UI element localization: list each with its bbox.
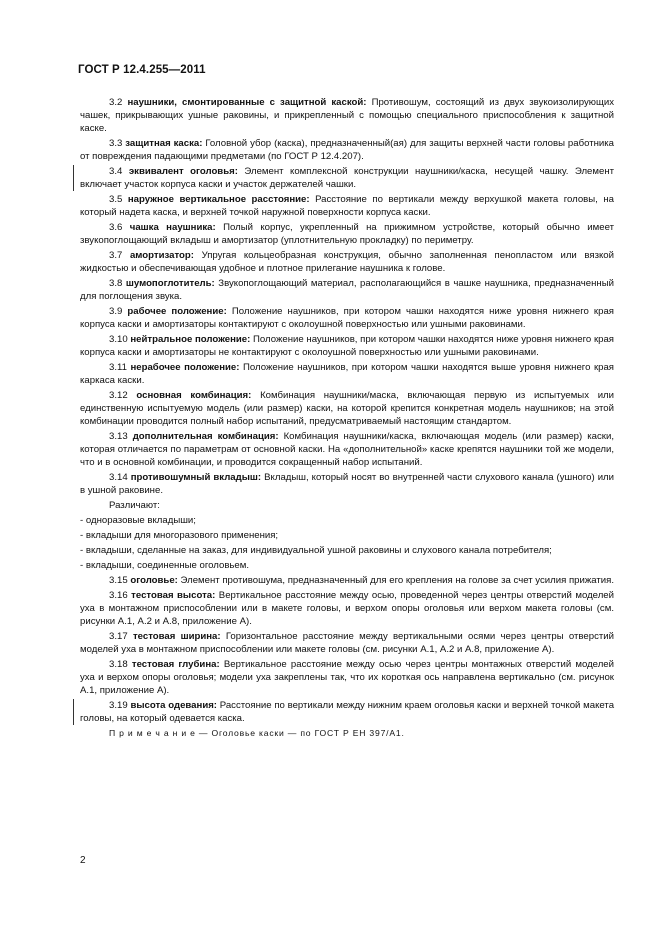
definition-number: 3.7 (109, 250, 123, 261)
distinguish-item: - вкладыши, сделанные на заказ, для индивидуальной ушной раковины и слухового канала потребителя; (80, 545, 552, 556)
definition-paragraph (80, 630, 614, 656)
definition-number: 3.2 (109, 97, 123, 108)
definition-paragraph (80, 305, 614, 331)
definition-text: Противошум, состоящий из двух звукоизолирующих чашек, прикрывающих ушные раковины, и прикрепленный с помощью специального приспособления к защитной каске. (80, 97, 615, 134)
definition-number: 3.18 (109, 659, 128, 670)
definition-text: Вертикальное расстояние между осью, проведенной через центры отверстий моделей уха в монтажном приспособлении или в макете головы, и верхом опоры оголовья или верхом макета головы (см. рисунки А.1, А.2 и А.8, приложение А). (80, 590, 614, 627)
definition-number: 3.15 (109, 575, 128, 586)
definition-text: Комбинация наушники/маска, включающая первую из испытуемых или единственную испытуемую модель (или размер) каски, на которой крепится конкретная модель наушников; на этой комбинации проводится полный набор испытаний, предусматриваемый настоящим стандартом. (80, 390, 615, 427)
definition-text: Вертикальное расстояние между осью через центры монтажных отверстий моделей уха и верхом опоры оголовья; модели уха закреплены так, что их короткая ось направлена вертикально (см. рисунок А.1, приложение А). (80, 659, 614, 696)
definition-paragraph (80, 137, 614, 163)
definition-number: 3.12 (109, 390, 128, 401)
definition-paragraph (80, 430, 614, 469)
definition-term: эквивалент оголовья: (128, 166, 238, 177)
definitions-list-2 (80, 574, 614, 725)
document-body (80, 96, 614, 742)
definition-paragraph (80, 574, 614, 587)
definition-paragraph (80, 249, 614, 275)
definition-number: 3.14 (109, 472, 128, 483)
definition-text: Элемент комплексной конструкции наушники/каска, несущей чашку. Элемент включает участок корпуса каски и участок держателей чашки. (80, 166, 615, 190)
definition-text: Головной убор (каска), предназначенный(ая) для защиты верхней части головы работника от повреждения падающими предметами (по ГОСТ Р 12.4.207). (80, 138, 615, 162)
definition-term: высота одевания: (130, 700, 218, 711)
distinguish-block (80, 499, 614, 572)
definition-text: Положение наушников, при котором чашки находятся ниже уровня нижнего края корпуса каски и амортизаторы не контактируют с околоушной поверхностью или ушными раковинами. (80, 334, 615, 358)
definition-number: 3.13 (109, 431, 128, 442)
definition-text: Расстояние по вертикали между верхушкой макета головы, на который надета каска, и верхней точкой наружной поверхности корпуса каски. (80, 194, 614, 218)
definition-number: 3.3 (109, 138, 123, 149)
note: П р и м е ч а н и е — Оголовье каски — по ГОСТ Р ЕН 397/А1. (109, 728, 405, 738)
document-header: ГОСТ Р 12.4.255—2011 (78, 64, 206, 76)
definition-number: 3.16 (109, 590, 128, 601)
definition-number: 3.9 (109, 306, 123, 317)
definition-text: Упругая кольцеобразная конструкция, обычно заполненная пенопластом или вязкой жидкостью и обеспечивающая удобное и плотное прилегание наушника к голове. (80, 250, 614, 274)
definition-text: Положение наушников, при котором чашки находятся выше уровня нижнего края каркаса каски. (80, 362, 615, 386)
definition-paragraph (80, 96, 614, 135)
definition-paragraph (80, 589, 614, 628)
definition-number: 3.8 (109, 278, 123, 289)
distinguish-item: - вкладыши для многоразового применения; (80, 530, 279, 541)
definition-term: тестовая ширина: (132, 631, 221, 642)
definition-term: чашка наушника: (129, 222, 216, 233)
change-bar (73, 165, 74, 191)
definition-number: 3.17 (109, 631, 128, 642)
definition-number: 3.10 (109, 334, 128, 345)
definition-term: нейтральное положение: (130, 334, 251, 345)
distinguish-item: - вкладыши, соединенные оголовьем. (80, 560, 250, 571)
definition-term: шумопоглотитель: (125, 278, 215, 289)
definition-paragraph (80, 165, 614, 191)
definition-text: Полый корпус, укрепленный на прижимном устройстве, который обычно имеет звукопоглощающий вкладыш и амортизатор (уплотнительную прокладку) по периметру. (80, 222, 614, 246)
definition-term: дополнительная комбинация: (132, 431, 279, 442)
distinguish-intro: Различают: (109, 500, 160, 511)
definition-term: основная комбинация: (136, 390, 252, 401)
definition-paragraph (80, 277, 614, 303)
definition-paragraph (80, 361, 614, 387)
definition-paragraph (80, 658, 614, 697)
definition-term: противошумный вкладыш: (130, 472, 262, 483)
definition-paragraph (80, 333, 614, 359)
definition-number: 3.4 (109, 166, 123, 177)
definition-term: защитная каска: (125, 138, 203, 149)
definition-number: 3.19 (109, 700, 128, 711)
definition-text: Положение наушников, при котором чашки находятся ниже уровня нижнего края корпуса каски и амортизаторы контактируют с околоушной поверхностью или ушными раковинами. (80, 306, 614, 330)
definition-term: тестовая глубина: (131, 659, 220, 670)
definition-term: оголовье: (130, 575, 178, 586)
definition-text: Комбинация наушники/каска, включающая модель (или размер) каски, которая отличается по параметрам от основной каски. На «дополнительной» каске крепятся наушники той же модели, что и в основной комбинации, и проводится сокращенный набор испытаний. (80, 431, 614, 468)
definition-paragraph (80, 699, 614, 725)
definition-term: рабочее положение: (127, 306, 227, 317)
definition-term: амортизатор: (129, 250, 194, 261)
definition-term: тестовая высота: (131, 590, 216, 601)
definition-text: Звукопоглощающий материал, располагающийся в чашке наушника, предназначенный для поглощения звука. (80, 278, 614, 302)
definition-number: 3.6 (109, 222, 123, 233)
definition-number: 3.5 (109, 194, 123, 205)
definition-term: наушники, смонтированные с защитной каской: (127, 97, 367, 108)
change-bar (73, 699, 74, 725)
definition-paragraph (80, 193, 614, 219)
definition-text: Горизонтальное расстояние между вертикальными осями через центры отверстий моделей уха в монтажном приспособлении или макете головы (см. рисунки А.1, А.2 и А.8, приложение А). (80, 631, 614, 655)
definition-text: Вкладыш, который носят во внутренней части слухового канала (ушного) или в ушной раковине. (80, 472, 615, 496)
definition-paragraph (80, 471, 614, 497)
definition-number: 3.11 (109, 362, 127, 373)
definition-term: нерабочее положение: (130, 362, 240, 373)
definition-text: Расстояние по вертикали между нижним краем оголовья каски и верхней точкой макета головы, на который одевается каска. (80, 700, 615, 724)
definition-paragraph (80, 389, 614, 428)
definition-text: Элемент противошума, предназначенный для его крепления на голове за счет усилия прижатия. (180, 575, 614, 586)
definitions-list-1 (80, 96, 614, 497)
distinguish-item: - одноразовые вкладыши; (80, 515, 196, 526)
definition-paragraph (80, 221, 614, 247)
page-number: 2 (80, 855, 86, 866)
definition-term: наружное вертикальное расстояние: (127, 194, 310, 205)
